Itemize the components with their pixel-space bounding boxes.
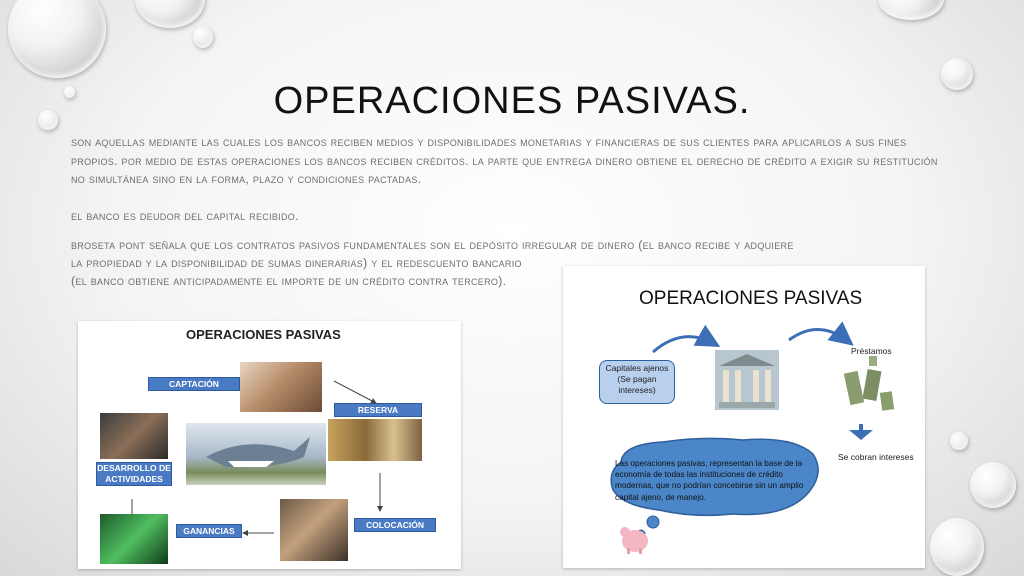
left-diagram — [78, 321, 461, 569]
capitales-ajenos-box — [599, 360, 675, 404]
left-diagram-arrows — [78, 321, 461, 569]
right-diagram — [563, 266, 925, 568]
decorative-drop — [970, 462, 1016, 508]
bubble-line2: economía de todas las instituciones de crédito — [615, 470, 783, 480]
decorative-drop — [193, 26, 213, 48]
speech-bubble-text — [615, 458, 815, 503]
right-diagram-shapes — [563, 266, 925, 568]
right-diagram-title: OPERACIONES PASIVAS — [639, 288, 863, 309]
captacion-label: CAPTACIÓN — [148, 377, 240, 391]
broseta-line-3: (el banco obtiene anticipadamente el importe de un crédito contra tercero). — [71, 274, 507, 288]
capitales-line2: (Se pagan — [617, 374, 657, 384]
decorative-drop — [950, 432, 968, 450]
broseta-line-2: la propiedad y la disponibilidad de sumas dinerarias) y el redescuento bancario — [71, 256, 522, 270]
broseta-line-1: broseta pont señala que los contratos pasivos fundamentales son el depósito irregular de dinero (el banco recibe y adquiere — [71, 238, 794, 252]
desarrollo-label-line2: ACTIVIDADES — [105, 474, 163, 484]
slide-title: OPERACIONES PASIVAS. — [273, 80, 751, 122]
decorative-drop — [930, 518, 984, 576]
se-cobran-intereses-label: Se cobran intereses — [838, 452, 914, 462]
debtor-paragraph: el banco es deudor del capital recibido. — [71, 209, 299, 223]
ganancias-label: GANANCIAS — [176, 524, 242, 538]
bubble-line1: Las operaciones pasivas, representan la base de la — [615, 459, 803, 468]
decorative-drop — [135, 0, 205, 28]
capitales-line3: intereses) — [618, 385, 656, 395]
reserva-label: RESERVA — [334, 403, 422, 417]
prestamos-label: Préstamos — [851, 346, 892, 356]
left-diagram-title: OPERACIONES PASIVAS — [186, 327, 341, 342]
definition-paragraph: son aquellas mediante las cuales los bancos reciben medios y disponibilidades monetarias y financieras de sus clientes para aplicarlos a sus fines propios. por medio de estas operaciones los bancos reciben créditos. la parte que entrega dinero obtiene el derecho de crédito a exigir su restitución no simultánea sino en la forma, plazo y condiciones pactadas. — [71, 135, 938, 186]
bubble-line4: capital ajeno, de manejo. — [615, 492, 707, 502]
bubble-line3: modernas, que no podrían concebirse sin un amplio — [615, 481, 804, 491]
colocacion-label: COLOCACIÓN — [354, 518, 436, 532]
decorative-drop — [8, 0, 106, 78]
decorative-drop — [878, 0, 944, 20]
desarrollo-label-line1: DESARROLLO DE — [97, 463, 171, 473]
capitales-line1: Capitales ajenos — [605, 363, 669, 373]
